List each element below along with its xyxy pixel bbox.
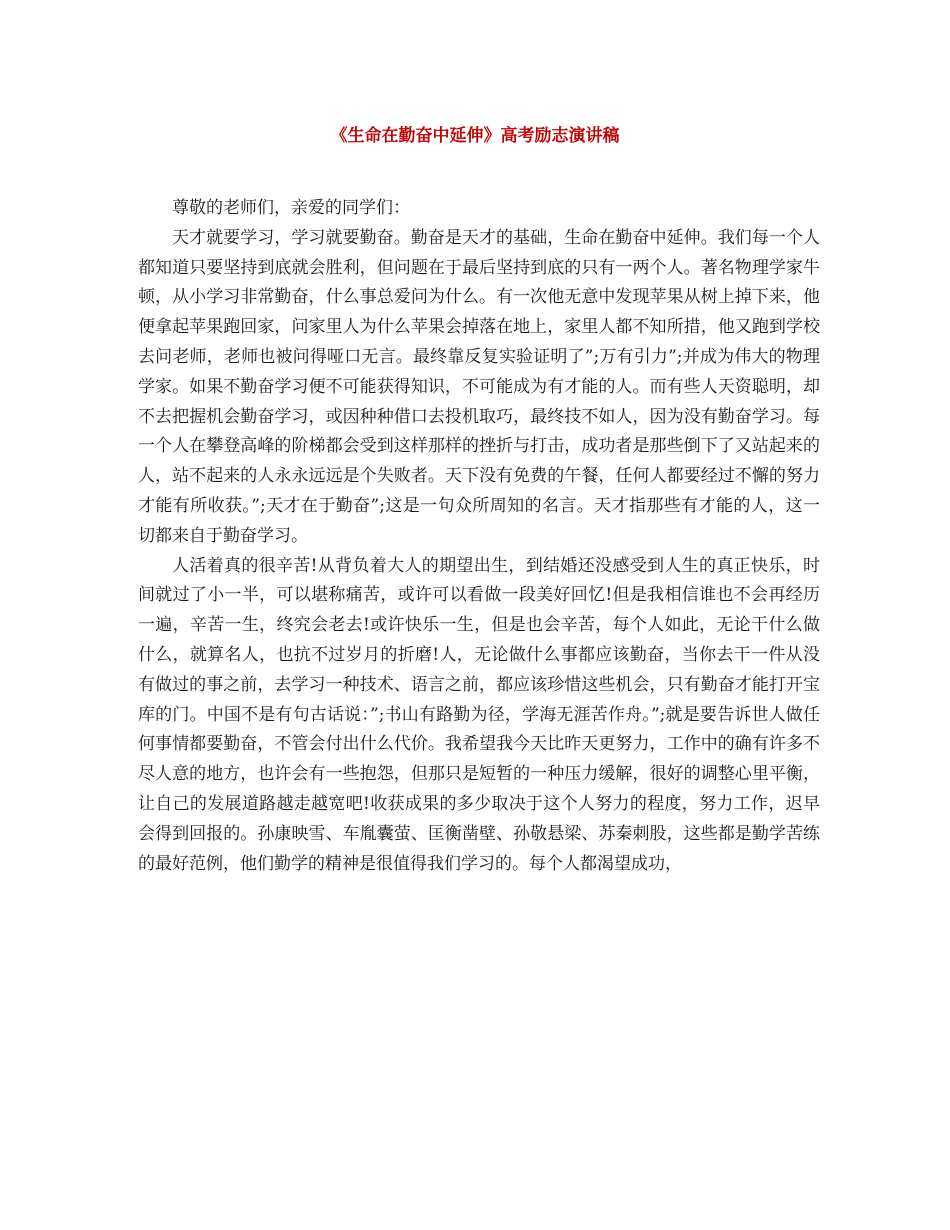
document-title: 《生命在勤奋中延伸》高考励志演讲稿 (330, 126, 620, 146)
body-paragraph: 天才就要学习，学习就要勤奋。勤奋是天才的基础，生命在勤奋中延伸。我们每一个人都知道只要坚持到底就会胜利，但问题在于最后坚持到底的只有一两个人。著名物理学家牛顿，从小学习非常勤奋，什么事总爱问为什么。有一次他无意中发现苹果从树上掉下来，他便拿起苹果跑回家，问家里人为什么苹果会掉落在地上，家里人都不知所措，他又跑到学校去问老师，老师也被问得哑口无言。最终靠反复实验证明了”;万有引力”;并成为伟大的物理学家。如果不勤奋学习便不可能获得知识，不可能成为有才能的人。而有些人天资聪明，却不去把握机会勤奋学习，或因种种借口去投机取巧，最终技不如人，因为没有勤奋学习。每一个人在攀登高峰的阶梯都会受到这样那样的挫折与打击，成功者是那些倒下了又站起来的人，站不起来的人永永远远是个失败者。天下没有免费的午餐，任何人都要经过不懈的努力才能有所收获。”;天才在于勤奋”;这是一句众所周知的名言。天才指那些有才能的人，这一切都来自于勤奋学习。 (138, 227, 820, 546)
body-paragraph: 人活着真的很辛苦!从背负着大人的期望出生，到结婚还没感受到人生的真正快乐，时间就过了小一半，可以堪称痛苦，或许可以看做一段美好回忆!但是我相信谁也不会再经历一遍，辛苦一生，终究会老去!或许快乐一生，但是也会辛苦，每个人如此，无论干什么做什么，就算名人，也抗不过岁月的折磨!人，无论做什么事都应该勤奋，当你去干一件从没有做过的事之前，去学习一种技术、语言之前，都应该珍惜这些机会，只有勤奋才能打开宝库的门。中国不是有句古话说：”;书山有路勤为径，学海无涯苦作舟。”;就是要告诉世人做任何事情都要勤奋，不管会付出什么代价。我希望我今天比昨天更努力，工作中的确有许多不尽人意的地方，也许会有一些抱怨，但那只是短暂的一种压力缓解，很好的调整心里平衡，让自己的发展道路越走越宽吧!收获成果的多少取决于这个人努力的程度，努力工作，迟早会得到回报的。孙康映雪、车胤囊萤、匡衡凿壁、孙敬悬梁、苏秦刺股，这些都是勤学苦练的最好范例，他们勤学的精神是很值得我们学习的。每个人都渴望成功， (138, 555, 820, 874)
document-body (138, 194, 820, 879)
greeting-paragraph: 尊敬的老师们，亲爱的同学们： (172, 198, 410, 218)
